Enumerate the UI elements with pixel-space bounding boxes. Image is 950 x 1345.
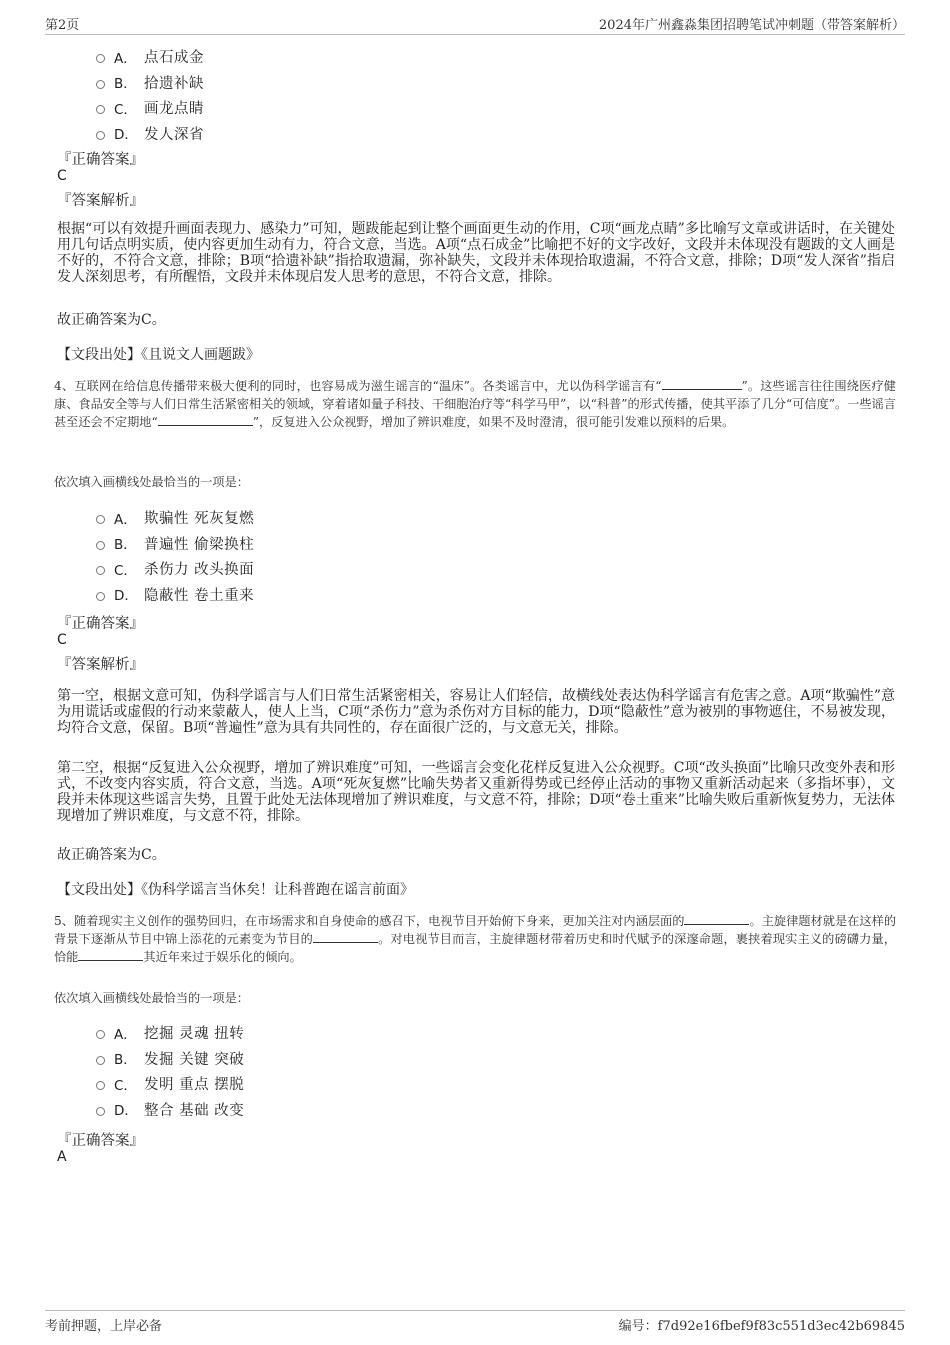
q3-option-a[interactable]: A． 点石成金 [96,44,204,70]
q3-options [96,44,204,146]
q4-analysis-label: 『答案解析』 [57,657,144,673]
page-number: 第2页 [45,18,80,33]
radio-icon[interactable] [96,1030,105,1039]
q5-option-d[interactable]: D． 整合 基础 改变 [96,1097,244,1123]
radio-icon[interactable] [96,592,105,601]
q5-stem: 5、随着现实主义创作的强势回归，在市场需求和自身使命的感召下，电视节目开始俯下身来，更加关注对内涵层面的 。主旋律题材就是在这样的背景下逐渐从节目中锦上添花的元素变为节目的 。对电视节目而言，主旋律题材带着历史和时代赋予的深邃命题，裹挟着现实主义的磅礴力量，恰能 其近年来过于娱乐化的倾向。 [54,914,897,964]
q5-option-a[interactable]: A． 挖掘 灵魂 扭转 [96,1020,244,1046]
q3-source: 【文段出处】《且说文人画题跋》 [57,347,260,363]
q5-options [96,1020,244,1122]
q4-analysis-text-2: 第二空，根据“反复进入公众视野，增加了辨识难度”可知，一些谣言会变化花样反复进入公众视野。C项“改头换面”比喻只改变外表和形式，不改变内容实质，符合文意，当选。A项“死灰复燃”比喻失势者又重新得势或已经停止活动的事物又重新活动起来（多指坏事），文段并未体现这些谣言失势，且置于此处无法体现增加了辨识难度，与文意不符，排除；D项“卷土重来”比喻失败后重新恢复势力，无法体现增加了辨识难度，与文意不符，排除。 [57,760,895,824]
radio-icon[interactable] [96,1056,105,1065]
q5-option-b[interactable]: B． 发掘 关键 突破 [96,1046,244,1072]
radio-icon[interactable] [96,54,105,63]
radio-icon[interactable] [96,80,105,89]
q4-conclusion: 故正确答案为C。 [57,847,166,863]
radio-icon[interactable] [96,1081,105,1090]
q4-option-a[interactable]: A． 欺骗性 死灰复燃 [96,505,254,531]
q3-correct-label: 『正确答案』 [57,152,144,168]
q4-source: 【文段出处】《伪科学谣言当休矣！让科普跑在谣言前面》 [57,882,414,898]
q5-correct-label: 『正确答案』 [57,1133,144,1149]
q4-option-b[interactable]: B． 普遍性 偷梁换柱 [96,531,254,557]
q4-option-c[interactable]: C． 杀伤力 改头换面 [96,556,254,582]
q4-correct-label: 『正确答案』 [57,616,144,632]
blank-line [78,948,143,961]
q5-answer: A [57,1149,67,1165]
page-header [45,14,905,35]
q5-prompt: 依次填入画横线处最恰当的一项是： [54,991,249,1005]
q3-option-d[interactable]: D． 发人深省 [96,121,204,147]
page-footer [45,1310,905,1335]
q3-analysis-label: 『答案解析』 [57,193,144,209]
footer-slogan: 考前押题，上岸必备 [45,1319,163,1334]
radio-icon[interactable] [96,1107,105,1116]
blank-line [684,912,749,925]
radio-icon[interactable] [96,105,105,114]
radio-icon[interactable] [96,566,105,575]
radio-icon[interactable] [96,131,105,140]
q4-options [96,505,254,607]
blank-line [158,413,253,426]
blank-line [662,377,742,390]
blank-line [313,930,378,943]
q3-conclusion: 故正确答案为C。 [57,312,166,328]
q3-option-b[interactable]: B． 拾遗补缺 [96,70,204,96]
q3-analysis-text: 根据“可以有效提升画面表现力、感染力”可知，题跋能起到让整个画面更生动的作用，C项“画龙点睛”多比喻写文章或讲话时，在关键处用几句话点明实质，使内容更加生动有力，符合文意，当选。A项“点石成金”比喻把不好的文字改好，文段并未体现没有题跋的文人画是不好的，不符合文意，排除；B项“拾遗补缺”指拾取遗漏，弥补缺失，文段并未体现拾取遗漏，不符合文意，排除；D项“发人深省”指启发人深刻思考，有所醒悟，文段并未体现启发人思考的意思，不符合文意，排除。 [57,221,895,285]
document-title: 2024年广州鑫淼集团招聘笔试冲刺题（带答案解析） [598,18,905,33]
q4-stem: 4、互联网在给信息传播带来极大便利的同时，也容易成为滋生谣言的“温床”。各类谣言中，尤以伪科学谣言有“ ”。这些谣言往往围绕医疗健康、食品安全等与人们日常生活紧密相关的领域，穿着诸如量子科技、干细胞治疗等“科学马甲”，以“科普”的形式传播，使其平添了几分“可信度”。一些谣言甚至还会不定期地“ ”，反复进入公众视野，增加了辨识难度，如果不及时澄清，很可能引发难以预料的后果。 [54,379,896,429]
q4-answer: C [57,632,67,648]
q3-option-c[interactable]: C． 画龙点睛 [96,95,204,121]
radio-icon[interactable] [96,515,105,524]
document-code: 编号：f7d92e16fbef9f83c551d3ec42b69845 [618,1319,905,1334]
q3-answer: C [57,168,67,184]
radio-icon[interactable] [96,541,105,550]
q4-analysis-text-1: 第一空，根据文意可知，伪科学谣言与人们日常生活紧密相关，容易让人们轻信，故横线处表达伪科学谣言有危害之意。A项“欺骗性”意为用谎话或虚假的行动来蒙蔽人，使人上当，C项“杀伤力”意为杀伤对方目标的能力，D项“隐蔽性”意为被别的事物遮住，不易被发现，均符合文意，保留。B项“普遍性”意为具有共同性的，存在面很广泛的，与文意无关，排除。 [57,688,895,736]
q5-option-c[interactable]: C． 发明 重点 摆脱 [96,1071,244,1097]
q4-prompt: 依次填入画横线处最恰当的一项是： [54,475,249,489]
q4-option-d[interactable]: D． 隐蔽性 卷土重来 [96,582,254,608]
